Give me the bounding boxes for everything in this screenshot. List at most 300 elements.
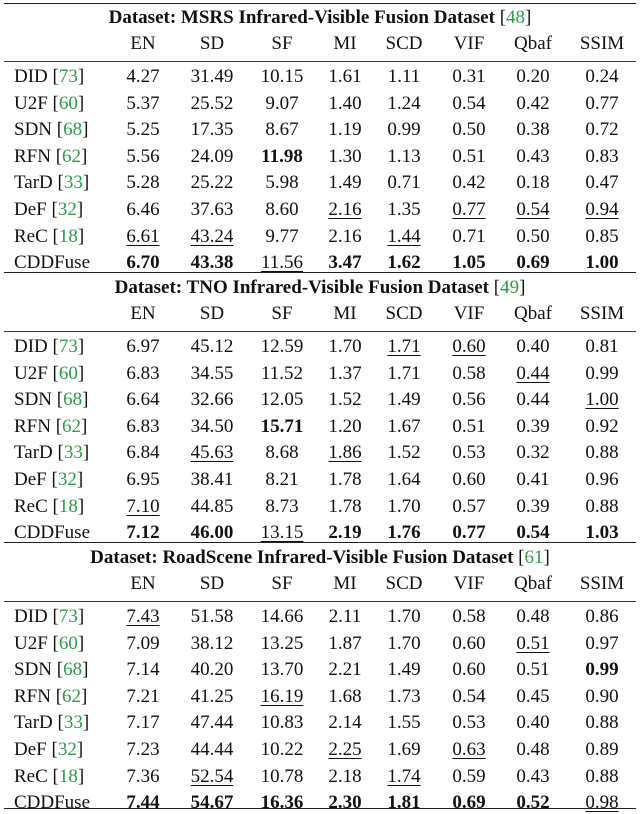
metric-value: 0.96 [585, 469, 619, 490]
metric-value: 0.85 [585, 225, 619, 247]
method-label: RFN [62] [14, 145, 88, 167]
metric-value: 0.48 [516, 606, 550, 627]
metric-value: 0.77 [452, 522, 486, 544]
method-citation[interactable]: 60 [58, 92, 78, 114]
metric-value: 2.16 [328, 199, 362, 220]
metric-value: 1.52 [387, 442, 421, 464]
top-rule [4, 542, 636, 543]
method-label: TarD [33] [14, 712, 90, 734]
metric-value: 1.49 [328, 172, 362, 194]
metric-value: 0.39 [516, 495, 550, 517]
metric-value: 0.71 [387, 172, 421, 194]
method-name: DID [14, 336, 48, 357]
metric-value: 0.40 [516, 336, 550, 357]
metric-value: 1.00 [585, 389, 619, 411]
metric-value: 1.87 [328, 632, 362, 654]
metric-value: 52.54 [190, 765, 234, 787]
metric-value: 1.37 [328, 362, 362, 384]
metric-value: 13.25 [260, 632, 304, 654]
metric-value: 44.85 [190, 495, 234, 517]
metric-value: 43.38 [190, 252, 234, 274]
metric-value: 1.19 [328, 119, 362, 141]
metric-value: 0.81 [585, 336, 619, 357]
metric-value: 1.03 [585, 522, 619, 544]
metric-value: 1.05 [452, 252, 486, 274]
bottom-rule [4, 808, 636, 809]
metric-value: 1.73 [387, 685, 421, 707]
top-rule [4, 272, 636, 273]
metric-value: 6.83 [126, 415, 160, 437]
metric-value: 0.88 [585, 765, 619, 787]
metric-value: 0.60 [452, 469, 486, 490]
metric-value: 8.67 [265, 119, 299, 141]
method-citation[interactable]: 32 [57, 469, 77, 490]
column-header: VIF [453, 573, 485, 594]
method-citation[interactable]: 73 [58, 336, 78, 357]
method-name: RFN [14, 685, 51, 707]
metric-value: 1.81 [387, 792, 421, 814]
metric-value: 12.05 [260, 389, 304, 411]
method-label: ReC [18] [14, 765, 85, 787]
metric-value: 38.41 [190, 469, 234, 490]
metric-value: 1.78 [328, 495, 362, 517]
metric-value: 2.19 [328, 522, 362, 544]
metric-value: 0.52 [516, 792, 550, 814]
metric-value: 1.13 [387, 145, 421, 167]
metric-value: 8.60 [265, 199, 299, 220]
method-name: SDN [14, 659, 53, 681]
metric-value: 1.70 [387, 495, 421, 517]
method-label: SDN [68] [14, 659, 89, 681]
method-citation[interactable]: 62 [62, 415, 82, 437]
metric-value: 0.88 [585, 442, 619, 464]
method-citation[interactable]: 33 [63, 712, 83, 734]
title-citation: [49] [493, 277, 526, 298]
metric-value: 0.58 [452, 362, 486, 384]
metric-value: 1.62 [387, 252, 421, 274]
metric-value: 0.99 [387, 119, 421, 141]
title-dataset-name: MSRS Infrared-Visible Fusion Dataset [180, 7, 495, 28]
metric-value: 8.21 [265, 469, 299, 490]
metric-value: 47.44 [190, 712, 234, 734]
metric-value: 0.59 [452, 765, 486, 787]
method-label: DeF [32] [14, 199, 84, 220]
header-rule [4, 61, 636, 62]
column-header: SD [199, 33, 225, 54]
metric-value: 1.71 [387, 336, 421, 357]
method-citation[interactable]: 68 [63, 389, 83, 411]
metric-value: 1.49 [387, 659, 421, 681]
metric-value: 1.74 [387, 765, 421, 787]
metric-value: 8.73 [265, 495, 299, 517]
column-header: EN [130, 303, 156, 324]
metric-value: 0.38 [516, 119, 550, 141]
metric-value: 0.51 [516, 632, 550, 654]
metric-value: 0.53 [452, 442, 486, 464]
metric-value: 7.12 [126, 522, 160, 544]
metric-value: 2.11 [328, 606, 362, 627]
method-name: ReC [14, 225, 48, 247]
metric-value: 0.90 [585, 685, 619, 707]
column-header: SCD [385, 573, 423, 594]
method-name: TarD [14, 172, 53, 194]
metric-value: 1.35 [387, 199, 421, 220]
method-label: DID [73] [14, 66, 85, 87]
method-name: DID [14, 606, 48, 627]
metric-value: 0.63 [452, 739, 486, 760]
title-dataset-name: RoadScene Infrared-Visible Fusion Dataset [162, 547, 514, 568]
citation-number[interactable]: 48 [506, 7, 526, 28]
metric-value: 0.44 [516, 362, 550, 384]
metric-value: 0.32 [516, 442, 550, 464]
metric-value: 46.00 [190, 522, 234, 544]
metric-value: 1.78 [328, 469, 362, 490]
method-citation[interactable]: 60 [58, 632, 78, 654]
metric-value: 0.60 [452, 632, 486, 654]
metric-value: 1.67 [387, 415, 421, 437]
metric-value: 10.15 [260, 66, 304, 87]
metric-value: 0.44 [516, 389, 550, 411]
metric-value: 10.22 [260, 739, 304, 760]
metric-value: 7.21 [126, 685, 160, 707]
metric-value: 5.28 [126, 172, 160, 194]
metric-value: 5.37 [126, 92, 160, 114]
metric-value: 0.41 [516, 469, 550, 490]
method-citation[interactable]: 60 [58, 362, 78, 384]
metric-value: 11.56 [260, 252, 304, 274]
metric-value: 13.70 [260, 659, 304, 681]
table-section [0, 540, 640, 814]
metric-value: 0.43 [516, 145, 550, 167]
metric-value: 1.30 [328, 145, 362, 167]
metric-value: 1.64 [387, 469, 421, 490]
metric-value: 5.56 [126, 145, 160, 167]
title-prefix: Dataset: [90, 547, 158, 568]
method-label: TarD [33] [14, 442, 90, 464]
metric-value: 6.83 [126, 362, 160, 384]
method-label: TarD [33] [14, 172, 90, 194]
metric-value: 1.86 [328, 442, 362, 464]
header-rule [4, 601, 636, 602]
metric-value: 6.84 [126, 442, 160, 464]
citation-number[interactable]: 49 [500, 277, 520, 298]
metric-value: 9.77 [265, 225, 299, 247]
metric-value: 45.63 [190, 442, 234, 464]
method-citation[interactable]: 62 [62, 145, 82, 167]
table-section [0, 270, 640, 544]
metric-value: 0.60 [452, 659, 486, 681]
metric-value: 0.51 [452, 145, 486, 167]
metric-value: 7.14 [126, 659, 160, 681]
method-label: U2F [60] [14, 632, 85, 654]
metric-value: 14.66 [260, 606, 304, 627]
metric-value: 0.47 [585, 172, 619, 194]
header-rule [4, 331, 636, 332]
method-name: ReC [14, 765, 48, 787]
method-label: DeF [32] [14, 739, 84, 760]
metric-value: 9.07 [265, 92, 299, 114]
metric-value: 1.68 [328, 685, 362, 707]
metric-value: 0.51 [516, 659, 550, 681]
method-name: DeF [14, 469, 47, 490]
metric-value: 1.44 [387, 225, 421, 247]
metric-value: 0.42 [452, 172, 486, 194]
metric-value: 0.99 [585, 659, 619, 681]
metric-value: 0.53 [452, 712, 486, 734]
metric-value: 7.10 [126, 495, 160, 517]
metric-value: 0.71 [452, 225, 486, 247]
metric-value: 10.78 [260, 765, 304, 787]
metric-value: 0.83 [585, 145, 619, 167]
method-name: CDDFuse [14, 252, 91, 274]
metric-value: 0.99 [585, 362, 619, 384]
metric-value: 0.50 [452, 119, 486, 141]
metric-value: 44.44 [190, 739, 234, 760]
metric-value: 12.59 [260, 336, 304, 357]
metric-value: 0.58 [452, 606, 486, 627]
metric-value: 25.52 [190, 92, 234, 114]
metric-value: 54.67 [190, 792, 234, 814]
metric-value: 0.97 [585, 632, 619, 654]
metric-value: 1.69 [387, 739, 421, 760]
metric-value: 16.19 [260, 685, 304, 707]
method-name: TarD [14, 712, 53, 734]
method-name: TarD [14, 442, 53, 464]
metric-value: 0.57 [452, 495, 486, 517]
title-prefix: Dataset: [114, 277, 183, 298]
method-citation[interactable]: 32 [57, 199, 77, 220]
metric-value: 38.12 [190, 632, 234, 654]
title-dataset-name: TNO Infrared-Visible Fusion Dataset [186, 277, 489, 298]
column-header: VIF [453, 33, 485, 54]
column-header: SCD [385, 303, 423, 324]
column-header: SSIM [579, 33, 625, 54]
metric-value: 0.54 [452, 92, 486, 114]
method-label: ReC [18] [14, 495, 85, 517]
metric-value: 1.70 [387, 632, 421, 654]
column-header: MI [333, 33, 357, 54]
method-name: SDN [14, 389, 53, 411]
metric-value: 0.42 [516, 92, 550, 114]
metric-value: 1.70 [328, 336, 362, 357]
metric-value: 3.47 [328, 252, 362, 274]
metric-value: 1.61 [328, 66, 362, 87]
metric-value: 0.40 [516, 712, 550, 734]
section-title [0, 547, 640, 569]
metric-value: 0.39 [516, 415, 550, 437]
metric-value: 2.14 [328, 712, 362, 734]
metric-value: 51.58 [190, 606, 234, 627]
column-header: MI [333, 573, 357, 594]
metric-value: 0.48 [516, 739, 550, 760]
metric-value: 41.25 [190, 685, 234, 707]
metric-value: 16.36 [260, 792, 304, 814]
method-name: ReC [14, 495, 48, 517]
metric-value: 1.49 [387, 389, 421, 411]
column-header: SF [271, 573, 293, 594]
metric-value: 43.24 [190, 225, 234, 247]
metric-value: 0.92 [585, 415, 619, 437]
section-title [0, 277, 640, 299]
method-citation[interactable]: 68 [63, 659, 83, 681]
metric-value: 1.00 [585, 252, 619, 274]
metric-value: 17.35 [190, 119, 234, 141]
metric-value: 0.45 [516, 685, 550, 707]
metric-value: 0.77 [585, 92, 619, 114]
metric-value: 1.76 [387, 522, 421, 544]
method-citation[interactable]: 73 [58, 606, 78, 627]
metric-value: 7.17 [126, 712, 160, 734]
metric-value: 34.50 [190, 415, 234, 437]
metric-value: 2.18 [328, 765, 362, 787]
method-label: SDN [68] [14, 389, 89, 411]
method-citation[interactable]: 33 [63, 172, 83, 194]
method-name: RFN [14, 145, 51, 167]
metric-value: 0.89 [585, 739, 619, 760]
method-citation[interactable]: 18 [58, 225, 78, 247]
metric-value: 0.69 [452, 792, 486, 814]
metric-value: 1.40 [328, 92, 362, 114]
column-header: SSIM [579, 303, 625, 324]
column-header: MI [333, 303, 357, 324]
metric-value: 0.72 [585, 119, 619, 141]
column-header: SD [199, 573, 225, 594]
metric-value: 0.18 [516, 172, 550, 194]
metric-value: 1.24 [387, 92, 421, 114]
method-label: DID [73] [14, 336, 85, 357]
metric-value: 0.56 [452, 389, 486, 411]
metric-value: 6.46 [126, 199, 160, 220]
metric-value: 0.88 [585, 712, 619, 734]
method-name: SDN [14, 119, 53, 141]
column-header: VIF [453, 303, 485, 324]
method-label [14, 792, 90, 814]
metric-value: 31.49 [190, 66, 234, 87]
method-label: RFN [62] [14, 415, 88, 437]
method-name: CDDFuse [14, 792, 91, 814]
column-header: Qbaf [514, 573, 552, 594]
metric-value: 6.64 [126, 389, 160, 411]
metric-value: 2.21 [328, 659, 362, 681]
metric-value: 0.50 [516, 225, 550, 247]
metric-value: 0.94 [585, 199, 619, 220]
metric-value: 5.98 [265, 172, 299, 194]
method-name: DeF [14, 739, 47, 760]
metric-value: 6.97 [126, 336, 160, 357]
method-label: DeF [32] [14, 469, 84, 490]
metric-value: 6.95 [126, 469, 160, 490]
title-citation: [61] [518, 547, 550, 568]
metric-value: 0.69 [516, 252, 550, 274]
metric-value: 37.63 [190, 199, 234, 220]
column-header: Qbaf [514, 303, 552, 324]
metric-value: 1.71 [387, 362, 421, 384]
citation-number[interactable]: 61 [524, 547, 544, 568]
column-header: Qbaf [514, 33, 552, 54]
metric-value: 0.31 [452, 66, 486, 87]
metric-value: 10.83 [260, 712, 304, 734]
section-title [0, 7, 640, 29]
metric-value: 0.98 [585, 792, 619, 814]
metric-value: 5.25 [126, 119, 160, 141]
title-citation: [48] [499, 7, 532, 28]
metric-value: 1.55 [387, 712, 421, 734]
title-prefix: Dataset: [108, 7, 177, 28]
metric-value: 0.24 [585, 66, 619, 87]
metric-value: 11.52 [260, 362, 304, 384]
metric-value: 0.54 [516, 199, 550, 220]
method-name: DeF [14, 199, 47, 220]
method-name: RFN [14, 415, 51, 437]
metric-value: 6.61 [126, 225, 160, 247]
method-label: SDN [68] [14, 119, 89, 141]
method-name: U2F [14, 362, 48, 384]
method-name: U2F [14, 632, 48, 654]
metric-value: 0.77 [452, 199, 486, 220]
metric-value: 32.66 [190, 389, 234, 411]
metric-value: 8.68 [265, 442, 299, 464]
method-citation[interactable]: 62 [62, 685, 82, 707]
metric-value: 1.20 [328, 415, 362, 437]
method-citation[interactable]: 18 [58, 495, 78, 517]
metric-value: 40.20 [190, 659, 234, 681]
method-label: DID [73] [14, 606, 85, 627]
metric-value: 0.54 [516, 522, 550, 544]
metric-value: 7.36 [126, 765, 160, 787]
column-header: SF [271, 33, 293, 54]
table-section [0, 0, 640, 274]
method-citation[interactable]: 33 [63, 442, 83, 464]
method-label: ReC [18] [14, 225, 85, 247]
metric-value: 0.88 [585, 495, 619, 517]
metric-value: 24.09 [190, 145, 234, 167]
metric-value: 2.16 [328, 225, 362, 247]
metric-value: 0.86 [585, 606, 619, 627]
metric-value: 0.51 [452, 415, 486, 437]
method-citation[interactable]: 68 [63, 119, 83, 141]
metric-value: 0.54 [452, 685, 486, 707]
column-header: SD [199, 303, 225, 324]
metric-value: 0.60 [452, 336, 486, 357]
metric-value: 1.11 [387, 66, 421, 87]
metric-value: 6.70 [126, 252, 160, 274]
metric-value: 2.25 [328, 739, 362, 760]
metric-value: 7.09 [126, 632, 160, 654]
metric-value: 0.20 [516, 66, 550, 87]
column-header: SCD [385, 33, 423, 54]
column-header: EN [130, 573, 156, 594]
metric-value: 11.98 [261, 145, 303, 167]
method-name: DID [14, 66, 48, 87]
top-rule [4, 3, 636, 4]
column-header: SSIM [579, 573, 625, 594]
metric-value: 15.71 [260, 415, 304, 437]
method-citation[interactable]: 32 [57, 739, 77, 760]
method-label: U2F [60] [14, 362, 85, 384]
metric-value: 0.43 [516, 765, 550, 787]
metric-value: 7.43 [126, 606, 160, 627]
metric-value: 7.23 [126, 739, 160, 760]
metric-value: 7.44 [126, 792, 160, 814]
method-label: RFN [62] [14, 685, 88, 707]
method-name: U2F [14, 92, 48, 114]
metric-value: 13.15 [260, 522, 304, 544]
method-citation[interactable]: 18 [58, 765, 78, 787]
method-citation[interactable]: 73 [58, 66, 78, 87]
metric-value: 2.30 [328, 792, 362, 814]
metric-value: 1.70 [387, 606, 421, 627]
column-header: SF [271, 303, 293, 324]
